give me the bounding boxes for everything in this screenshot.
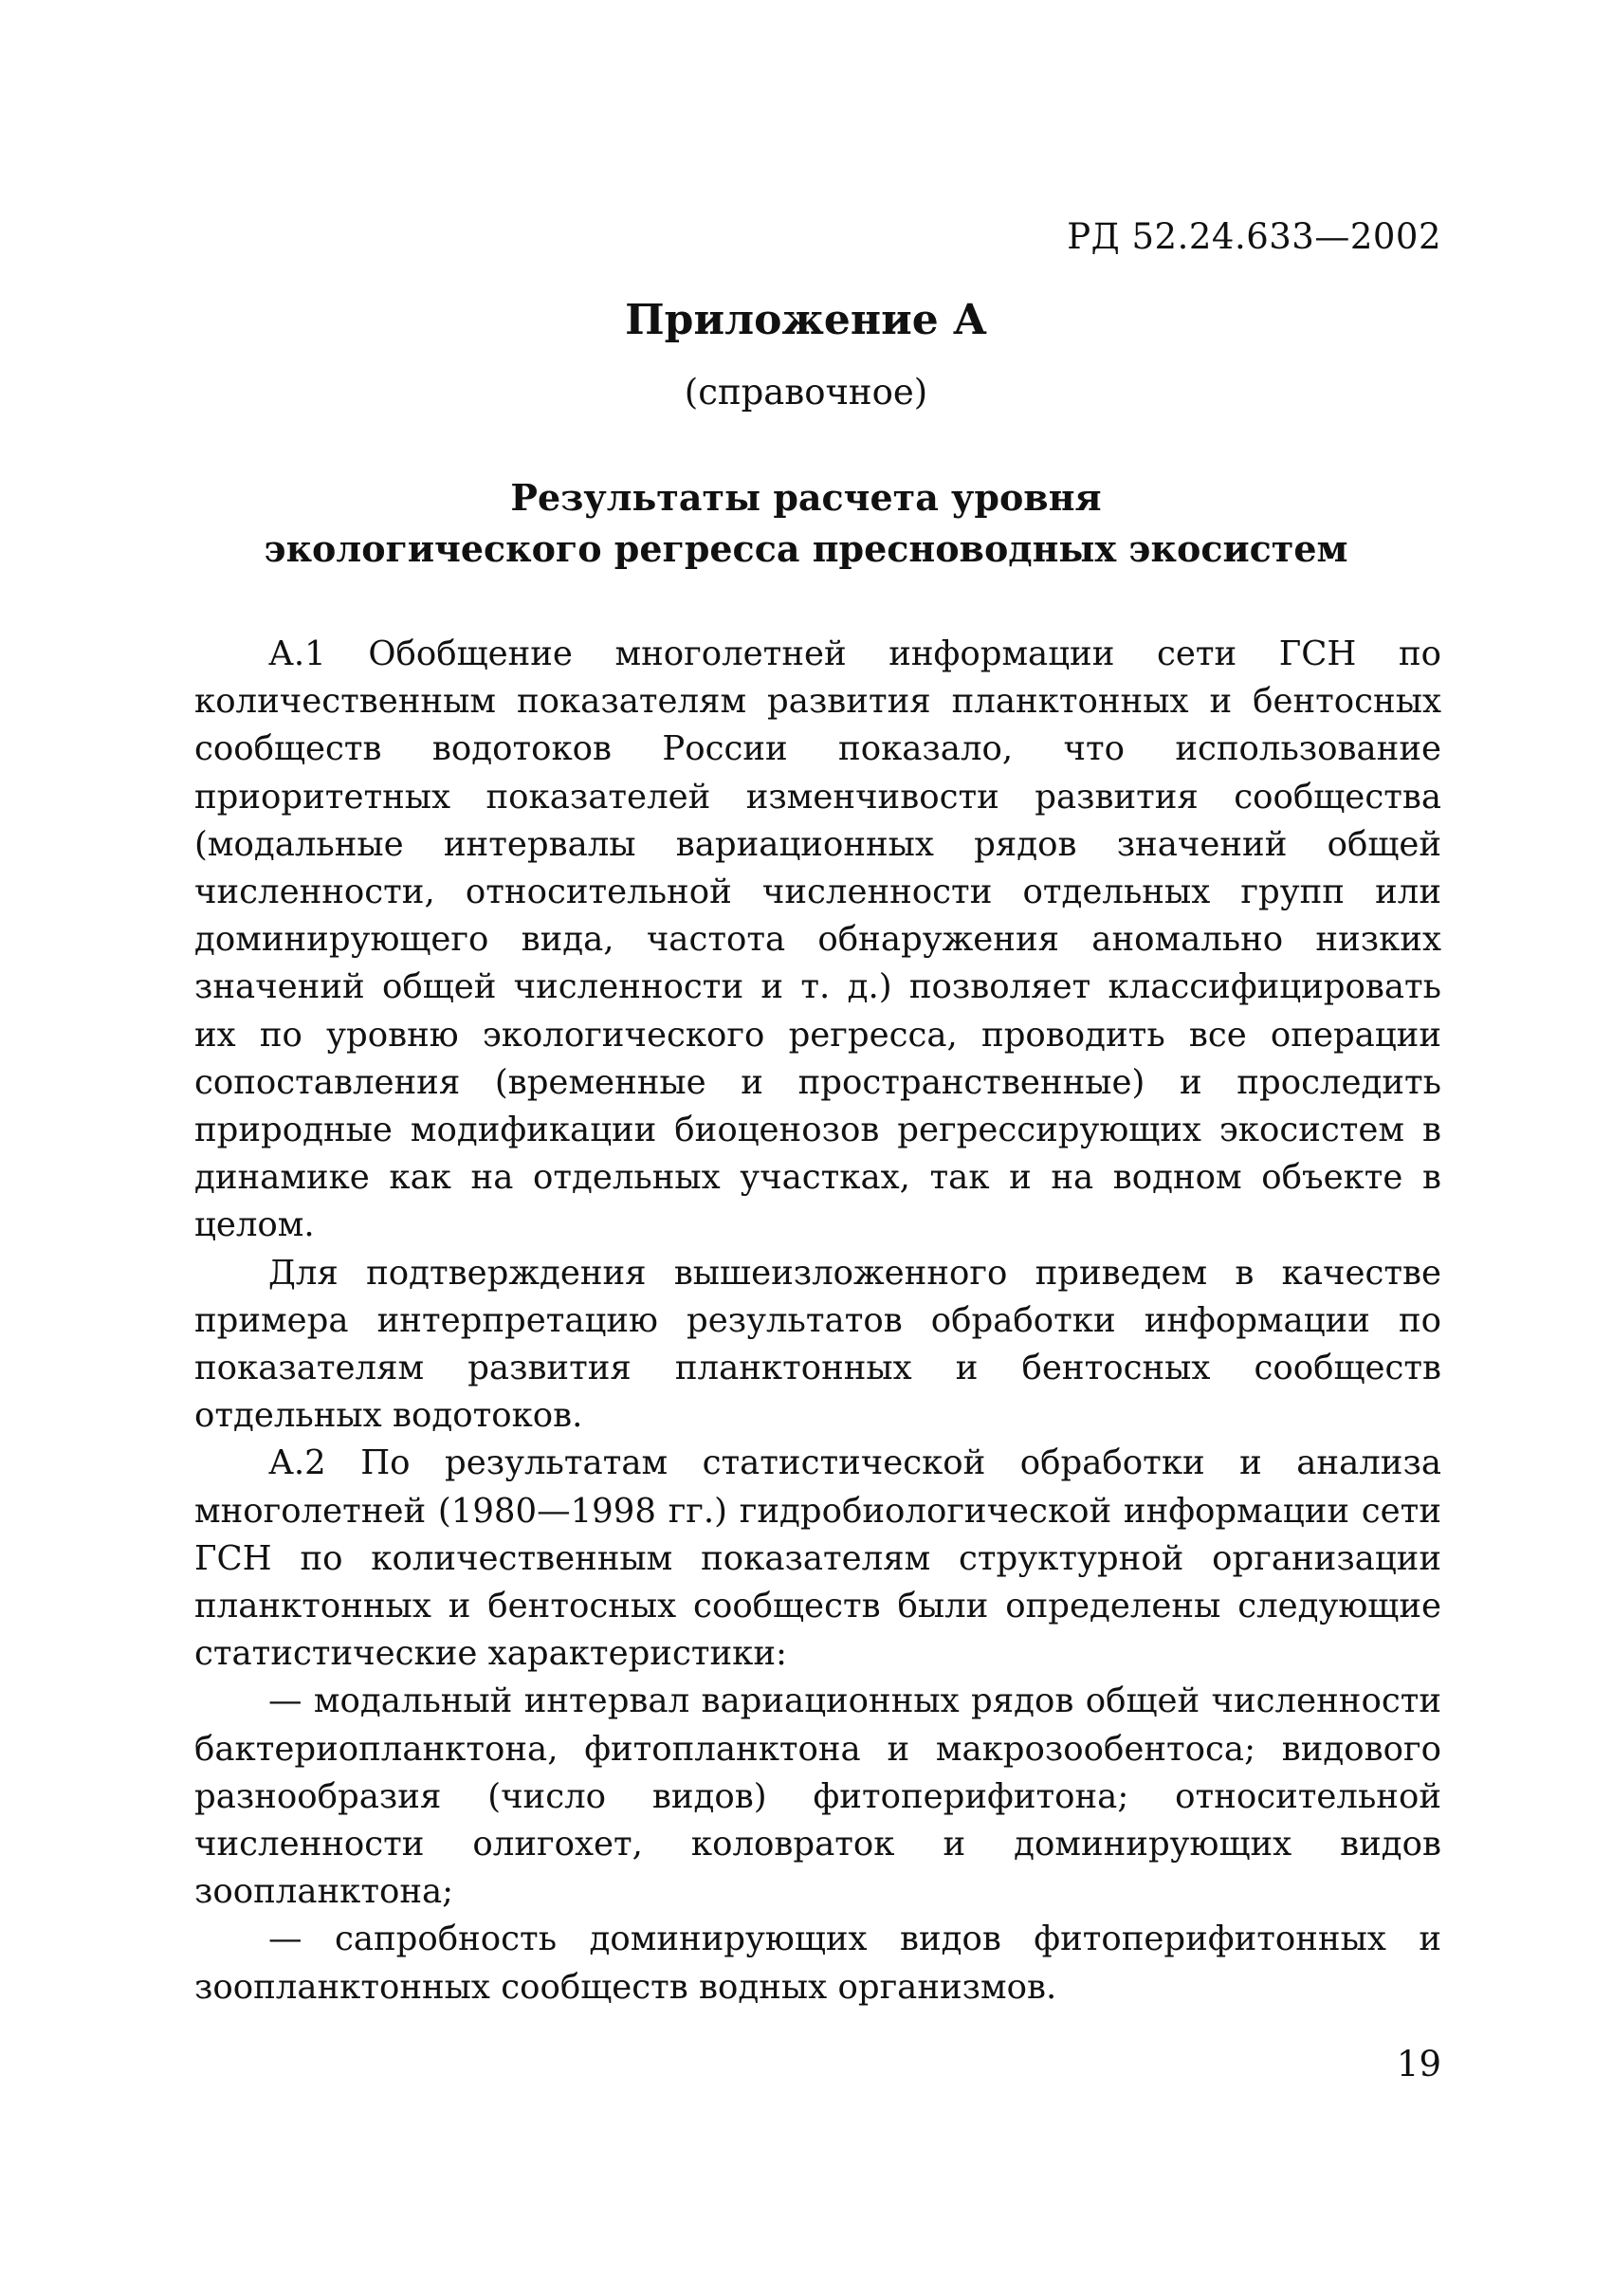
section-heading-line-2: экологического регресса пресноводных экосистем xyxy=(264,527,1348,570)
appendix-subtitle: (справочное) xyxy=(684,372,928,413)
list-item-saprobity: — сапробность доминирующих видов фитоперифитонных и зоопланктонных сообществ водных организмов. xyxy=(194,1919,1441,2007)
paragraph-a2: А.2 По результатам статистической обработки и анализа многолетней (1980—1998 гг.) гидробиологической информации сети ГСН по количественным показателям структурной организации планктонных и бентосных сообществ были определены следующие статистические характеристики: xyxy=(194,1443,1441,1674)
section-heading-line-1: Результаты расчета уровня xyxy=(510,476,1102,519)
page-number: 19 xyxy=(1396,2044,1441,2085)
document-code: РД 52.24.633—2002 xyxy=(1067,216,1441,257)
body-text xyxy=(194,631,1441,2011)
list-item-modal-interval: — модальный интервал вариационных рядов общей численности бактериопланктона, фитопланктона и макрозообентоса; видового разнообразия (число видов) фитоперифитона; относительной численности олигохет, коловраток и доминирующих видов зоопланктона; xyxy=(194,1681,1441,1912)
appendix-title: Приложение А xyxy=(625,296,987,344)
paragraph-confirmation: Для подтверждения вышеизложенного приведем в качестве примера интерпретацию результатов обработки информации по показателям развития планктонных и бентосных сообществ отдельных водотоков. xyxy=(194,1253,1441,1436)
section-heading xyxy=(0,472,1612,575)
paragraph-a1: А.1 Обобщение многолетней информации сети ГСН по количественным показателям развития планктонных и бентосных сообществ водотоков России показало, что использование приоритетных показателей изменчивости развития сообщества (модальные интервалы вариационных рядов значений общей численности, относительной численности отдельных групп или доминирующего вида, частота обнаружения аномально низких значений общей численности и т. д.) позволяет классифицировать их по уровню экологического регресса, проводить все операции сопоставления (временные и пространственные) и проследить природные модификации биоценозов регрессирующих экосистем в динамике как на отдельных участках, так и на водном объекте в целом. xyxy=(194,634,1441,1245)
